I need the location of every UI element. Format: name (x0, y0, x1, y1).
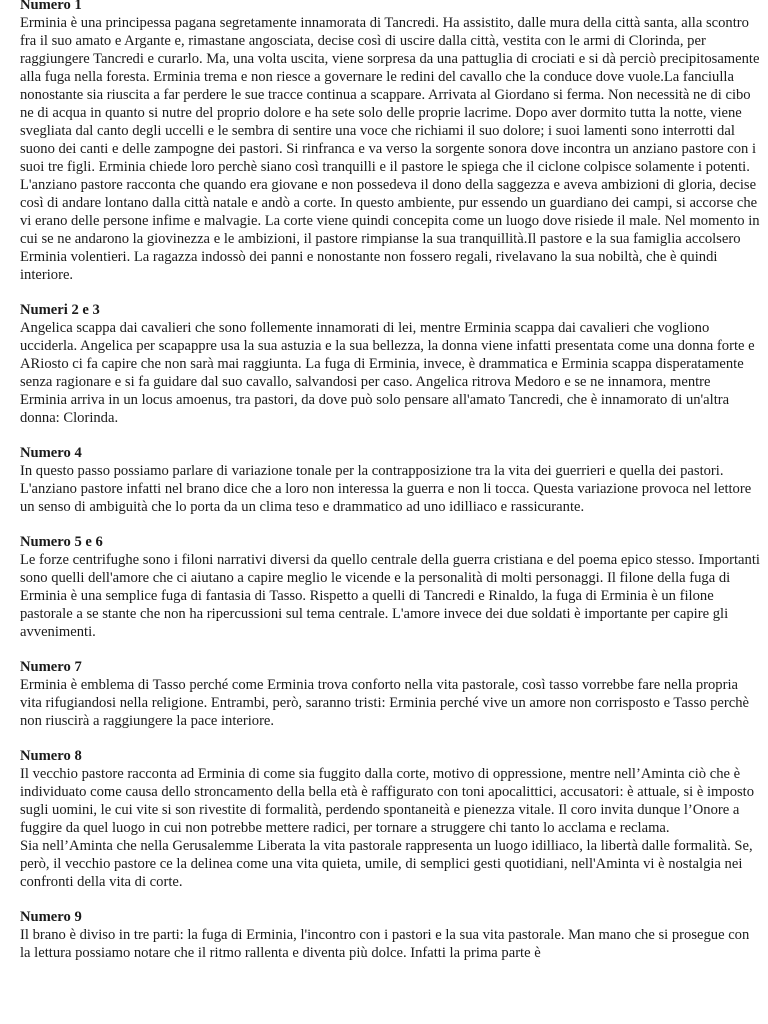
section-numero-9 (20, 908, 760, 962)
section-heading: Numero 5 e 6 (20, 534, 103, 550)
section-heading: Numeri 2 e 3 (20, 302, 100, 318)
section-heading: Numero 1 (20, 0, 82, 13)
section-paragraph: Le forze centrifughe sono i filoni narrativi diversi da quello centrale della guerra cristiana e del poema epico stesso. Importanti sono quelli dell'amore che ci aiutano a capire meglio le vicende e la personalità di molti personaggi. Il filone della fuga di Erminia è una semplice fuga di fantasia di Tasso. Rispetto a quelli di Tancredi e Rinaldo, la fuga di Erminia è un filone pastorale a se stante che non ha ripercussioni sul tema centrale. L'amore invece dei due soldati è importante per capire gli avvenimenti. (20, 552, 760, 640)
section-paragraph: L'anziano pastore racconta che quando era giovane e non possedeva il dono della saggezza e aveva ambizioni di gloria, decise così di andare lontano dalla città natale e andò a corte. In questo ambiente, pur essendo un guardiano dei campi, si accorse che vi erano delle persone infime e malvagie. La corte viene quindi concepita come un luogo dove risiede il male. Nel momento in cui se ne andarono la giovinezza e le ambizioni, il pastore rimpianse la sua tranquillità.Il pastore e la sua famiglia accolsero Erminia volentieri. La ragazza indossò dei panni e nonostante non fossero regali, rivelavano la sua nobiltà, che è quindi interiore. (20, 177, 760, 283)
section-paragraph: Angelica scappa dai cavalieri che sono follemente innamorati di lei, mentre Erminia scappa dai cavalieri che vogliono ucciderla. Angelica per scapappre usa la sua astuzia e la sua bellezza, la donna viene infatti presentata come una donna forte e ARiosto ci fa capire che non sarà mai raggiunta. La fuga di Erminia, invece, è drammatica e Erminia scappa disperatamente senza ragionare e si fa guidare dal suo cavallo, salvandosi per caso. Angelica ritrova Medoro e se ne innamora, mentre Erminia arriva in un locus amoenus, tra pastori, da dove può solo pensare all'amato Tancredi, che è innamorato di un'altra donna: Clorinda. (20, 320, 755, 426)
section-numero-4 (20, 444, 760, 516)
section-heading: Numero 4 (20, 445, 82, 461)
section-numero-1 (20, 0, 760, 284)
section-numero-8 (20, 747, 760, 891)
section-heading: Numero 7 (20, 659, 82, 675)
document-body (20, 0, 760, 979)
section-paragraph: Il vecchio pastore racconta ad Erminia di come sia fuggito dalla corte, motivo di oppressione, mentre nell’Aminta ciò che è individuato come causa dello stroncamento della bella età è raffigurato con toni apocalittici, accusatori: è attuale, si è imposto sugli uomini, le cui vite si son rivestite di formalità, perdendo spontaneità e pienezza vitale. Il coro invita dunque l’Onore a fuggire da quel luogo in cui non potrebbe mettere radici, per tornare a struggere chi tanto lo acclama e reclama. (20, 766, 755, 836)
section-paragraph: Il brano è diviso in tre parti: la fuga di Erminia, l'incontro con i pastori e la sua vita pastorale. Man mano che si prosegue con la lettura possiamo notare che il ritmo rallenta e diventa più dolce. Infatti la prima parte è (20, 927, 750, 961)
section-paragraph: In questo passo possiamo parlare di variazione tonale per la contrapposizione tra la vita dei guerrieri e quella dei pastori. L'anziano pastore infatti nel brano dice che a loro non interessa la guerra e non li tocca. Questa variazione provoca nel lettore un senso di ambiguità che lo porta da un clima teso e drammatico ad uno idilliaco e rassicurante. (20, 463, 752, 515)
section-numero-7 (20, 658, 760, 730)
section-heading: Numero 9 (20, 909, 82, 925)
section-paragraph: Erminia è una principessa pagana segretamente innamorata di Tancredi. Ha assistito, dalle mura della città santa, alla scontro fra il suo amato e Argante e, rimastane angosciata, decise così di uscire dalla città, vestita con le armi di Clorinda, per raggiungere Tancredi e curarlo. Ma, una volta uscita, viene sorpresa da una pattuglia di crociati e si dà perciò precipitosamente alla fuga nella foresta. Erminia trema e non riesce a governare le redini del cavallo che la conduce dove vuole.La fanciulla nonostante sia riuscita a far perdere le sue tracce continua a scappare. Arrivata al Giordano si ferma. Non necessità ne di cibo ne di acqua in quanto si nutre del proprio dolore e ha sete solo delle proprie lacrime. Dopo aver dormito tutta la notte, viene svegliata dal canto degli uccelli e le sembra di sentire una voce che richiami il suo dolore; i suoi lamenti sono interrotti dal suono dei canti e delle zampogne dei pastori. Si rinfranca e va verso la sorgente sonora dove incontra un anziano pastore con i suoi tre figli. Erminia chiede loro perchè siano così tranquilli e il pastore le spiega che il ciclone colpisce solamente i potenti. (20, 15, 760, 175)
section-numero-5-e-6 (20, 533, 760, 641)
section-paragraph: Sia nell’Aminta che nella Gerusalemme Liberata la vita pastorale rappresenta un luogo idilliaco, la libertà dalle formalità. Se, però, il vecchio pastore ce la delinea come una vita quieta, umile, di semplici gesti quotidiani, nell'Aminta vi è nostalgia nei confronti della vita di corte. (20, 838, 753, 890)
section-heading: Numero 8 (20, 748, 82, 764)
section-numeri-2-e-3 (20, 301, 760, 427)
section-paragraph: Erminia è emblema di Tasso perché come Erminia trova conforto nella vita pastorale, così tasso vorrebbe fare nella propria vita rifugiandosi nella religione. Entrambi, però, saranno tristi: Erminia perché vive un amore non corrisposto e Tasso perchè non riuscirà a raggiungere la pace interiore. (20, 677, 749, 729)
